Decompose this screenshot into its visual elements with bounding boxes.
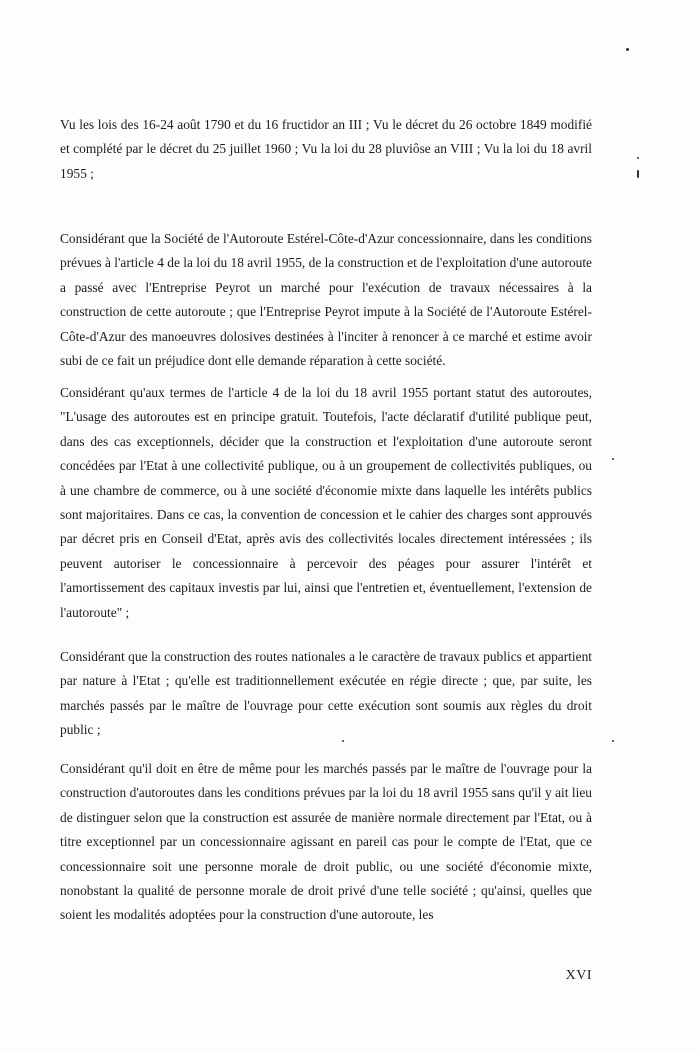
scan-speck	[612, 740, 614, 742]
scan-speck	[626, 48, 629, 51]
scan-speck	[342, 740, 344, 742]
paragraph-facts: Considérant que la Société de l'Autoroute Estérel-Côte-d'Azur concessionnaire, dans les conditions prévues à l'article 4 de la loi du 18 avril 1955, de la construction et de l'exploitation d'une autoroute a passé avec l'Entreprise Peyrot un marché pour l'exécution de travaux nécessaires à la construction de cette autoroute ; que l'Entreprise Peyrot impute à la Société de l'Autoroute Estérel-Côte-d'Azur des manoeuvres dolosives destinées à l'inciter à renoncer à ce marché et estime avoir subi de ce fait un préjudice dont elle demande réparation à cette société.	[60, 231, 592, 369]
paragraph-motorway-contracts: Considérant qu'il doit en être de même pour les marchés passés par le maître de l'ouvrage pour la construction d'autoroutes dans les conditions prévues par la loi du 18 avril 1955 sans qu'il y ait lieu de distinguer selon que la construction est assurée de manière normale directement par l'Etat, ou à titre exceptionnel par un concessionnaire agissant en pareil cas pour le compte de l'Etat, que ce concessionnaire soit une personne morale de droit public, ou une société d'économie mixte, nonobstant la qualité de personne morale de droit privé d'une telle société ; qu'ainsi, quelles que soient les modalités adoptées pour la construction d'une autoroute, les	[60, 761, 592, 923]
scan-speck	[612, 458, 614, 460]
paragraph-visas: Vu les lois des 16-24 août 1790 et du 16 fructidor an III ; Vu le décret du 26 octobre 1849 modifié et complété par le décret du 25 juillet 1960 ; Vu la loi du 28 pluviôse an VIII ; Vu la loi du 18 avril 1955 ;	[60, 117, 592, 181]
scan-speck	[637, 157, 639, 159]
scan-speck	[637, 170, 639, 178]
paragraph-national-roads: Considérant que la construction des routes nationales a le caractère de travaux publics et appartient par nature à l'Etat ; qu'elle est traditionnellement exécutée en régie directe ; que, par suite, les marchés passés par le maître de l'ouvrage pour cette exécution sont soumis aux règles du droit public ;	[60, 649, 592, 738]
paragraph-law-article-4: Considérant qu'aux termes de l'article 4 de la loi du 18 avril 1955 portant statut des autoroutes, "L'usage des autoroutes est en principe gratuit. Toutefois, l'acte déclaratif d'utilité publique peut, dans des cas exceptionnels, décider que la construction et l'exploitation d'une autoroute seront concédées par l'Etat à une collectivité publique, ou à un groupement de collectivités publiques, ou à une chambre de commerce, ou à une société d'économie mixte dans laquelle les intérêts publics sont majoritaires. Dans ce cas, la convention de concession et le cahier des charges sont approuvés par décret pris en Conseil d'Etat, après avis des collectivités locales directement intéressées ; ils peuvent autoriser le concessionnaire à percevoir des péages pour assurer l'intérêt et l'amortissement des capitaux investis par lui, ainsi que l'entretien et, éventuellement, l'extension de l'autoroute" ;	[60, 385, 592, 620]
page-number: XVI	[565, 968, 592, 983]
